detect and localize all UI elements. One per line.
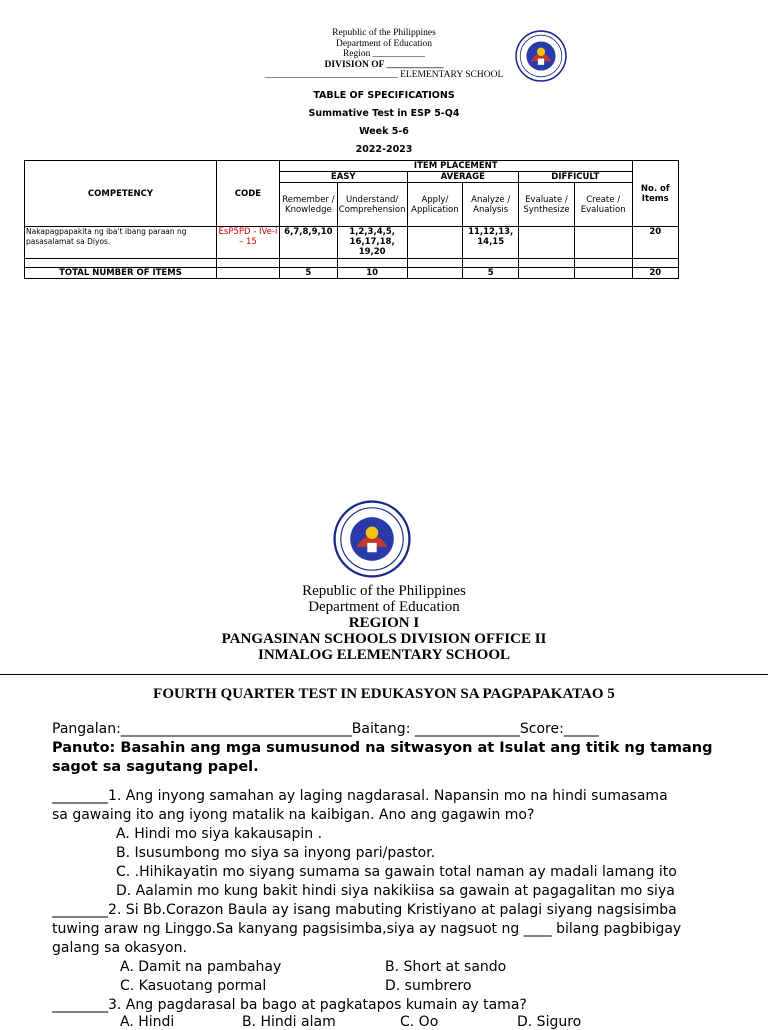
division-line: PANGASINAN SCHOOLS DIVISION OFFICE II — [221, 631, 547, 647]
test-title: FOURTH QUARTER TEST IN EDUKASYON SA PAGPAPAKATAO 5 — [153, 686, 615, 702]
tos-week: Week 5-6 — [359, 126, 409, 137]
q3-option-a: A. Hindi — [120, 1014, 175, 1030]
no-of-items-header: No. of Items — [632, 161, 679, 227]
totals-understand: 10 — [337, 268, 407, 279]
q1-line1: ________1. Ang inyong samahan ay laging nagdarasal. Napansin mo na hindi sumasama — [52, 788, 668, 804]
tos-subtitle: Summative Test in ESP 5-Q4 — [308, 108, 460, 119]
q2-option-b: B. Short at sando — [385, 959, 507, 975]
average-header: AVERAGE — [407, 172, 519, 183]
deped-seal-icon — [515, 30, 567, 82]
q1-option-b: B. Isusumbong mo siya sa inyong pari/pastor. — [116, 845, 436, 861]
instructions: Panuto: Basahin ang mga sumusunod na sitwasyon at Isulat ang titik ng tamang sagot sa sagutang papel. — [52, 740, 713, 775]
test-letterhead — [0, 583, 768, 663]
tos-year: 2022-2023 — [355, 144, 413, 155]
q1-line2: sa gawaing ito ang iyong matalik na kaibigan. Ano ang gagawin mo? — [52, 807, 535, 823]
q2-line3: galang sa okasyon. — [52, 940, 187, 956]
totals-total: 20 — [632, 268, 679, 279]
apply-header: Apply/ Application — [407, 183, 463, 227]
totals-analyze: 5 — [463, 268, 519, 279]
region-line: REGION I — [348, 615, 420, 631]
q3-option-b: B. Hindi alam — [242, 1014, 336, 1030]
name-line: Pangalan:_________________________________Baitang: _______________Score:_____ — [52, 721, 599, 737]
create-header: Create / Evaluation — [574, 183, 632, 227]
total-cell: 20 — [632, 227, 679, 259]
code-header: CODE — [216, 161, 279, 227]
analyze-cell: 11,12,13, 14,15 — [463, 227, 519, 259]
school-line: INMALOG ELEMENTARY SCHOOL — [258, 647, 510, 663]
code-cell: EsP5PD - IVe-i – 15 — [216, 227, 279, 259]
totals-label: TOTAL NUMBER OF ITEMS — [25, 268, 217, 279]
q2-option-a: A. Damit na pambahay — [120, 959, 282, 975]
table-row — [25, 259, 679, 268]
easy-header: EASY — [279, 172, 407, 183]
apply-cell — [407, 227, 463, 259]
republic-line: Republic of the Philippines — [332, 28, 436, 38]
tos-title: TABLE OF SPECIFICATIONS — [313, 90, 455, 101]
table-of-specifications — [24, 160, 679, 279]
q2-option-c: C. Kasuotang pormal — [120, 978, 267, 994]
understand-header: Understand/ Comprehension — [337, 183, 407, 227]
deped-seal-icon — [333, 500, 411, 578]
division-line: DIVISION OF ____________ — [324, 59, 444, 70]
remember-header: Remember / Knowledge — [279, 183, 337, 227]
q2-option-d: D. sumbrero — [385, 978, 472, 994]
q3-option-d: D. Siguro — [517, 1014, 582, 1030]
competency-header: COMPETENCY — [25, 161, 217, 227]
q1-option-a: A. Hindi mo siya kakausapin . — [116, 826, 323, 842]
evaluate-cell — [519, 227, 575, 259]
q3-option-c: C. Oo — [400, 1014, 439, 1030]
create-cell — [574, 227, 632, 259]
q2-line1: ________2. Si Bb.Corazon Baula ay isang mabuting Kristiyano at palagi siyang nagsisimba — [52, 902, 677, 918]
deped-line: Department of Education — [308, 599, 460, 615]
table-row — [25, 227, 679, 259]
totals-remember: 5 — [279, 268, 337, 279]
republic-line: Republic of the Philippines — [302, 583, 466, 599]
difficult-header: DIFFICULT — [519, 172, 632, 183]
totals-row — [25, 268, 679, 279]
q3-line1: ________3. Ang pagdarasal ba bago at pagkatapos kumain ay tama? — [52, 997, 527, 1013]
competency-cell: Nakapagpapakita ng iba't ibang paraan ng pasasalamat sa Diyos. — [25, 227, 217, 259]
q1-option-c: C. .Hihikayatin mo siyang sumama sa gawain total naman ay madali lamang ito — [116, 864, 677, 880]
tos-letterhead — [0, 28, 768, 81]
remember-cell: 6,7,8,9,10 — [279, 227, 337, 259]
analyze-header: Analyze / Analysis — [463, 183, 519, 227]
evaluate-header: Evaluate / Synthesize — [519, 183, 575, 227]
school-line: ____________________________ ELEMENTARY SCHOOL — [264, 70, 504, 80]
region-line: Region ___________ — [342, 49, 426, 59]
item-placement-header: ITEM PLACEMENT — [279, 161, 632, 172]
q2-line2: tuwing araw ng Linggo.Sa kanyang pagsisimba,siya ay nagsuot ng ____ bilang pagbibigay — [52, 921, 682, 937]
q1-option-d: D. Aalamin mo kung bakit hindi siya nakikiisa sa gawain at pagagalitan mo siya — [116, 883, 675, 899]
understand-cell: 1,2,3,4,5, 16,17,18, 19,20 — [337, 227, 407, 259]
deped-line: Department of Education — [335, 38, 433, 49]
header-divider — [0, 674, 768, 675]
